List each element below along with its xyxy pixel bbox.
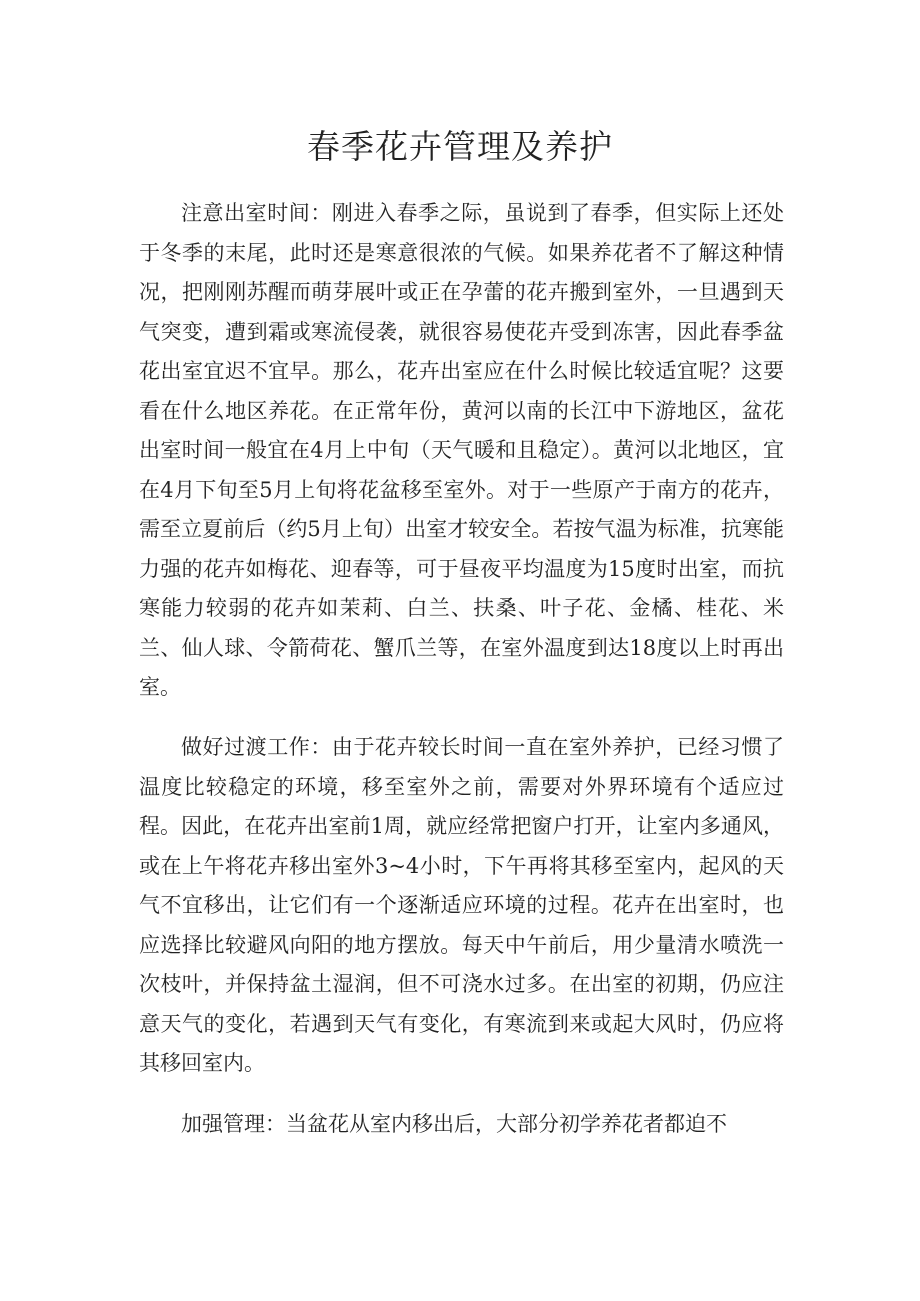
paragraph-strengthen-management: 加强管理：当盆花从室内移出后，大部分初学养花者都迫不	[181, 1112, 727, 1136]
document-title: 春季花卉管理及养护	[307, 127, 613, 166]
paragraph-outdoor-timing: 注意出室时间：刚进入春季之际，虽说到了春季，但实际上还处于冬季的末尾，此时还是寒意很浓的气候。如果养花者不了解这种情况，把刚刚苏醒而萌芽展叶或正在孕蕾的花卉搬到室外，一旦遇到天气突变，遭到霜或寒流侵袭，就很容易使花卉受到冻害，因此春季盆花出室宜迟不宜早。那么，花卉出室应在什么时候比较适宜呢？这要看在什么地区养花。在正常年份，黄河以南的长江中下游地区，盆花出室时间一般宜在4月上中旬（天气暖和且稳定）。黄河以北地区，宜在4月下旬至5月上旬将花盆移至室外。对于一些原产于南方的花卉，需至立夏前后（约5月上旬）出室才较安全。若按气温为标准，抗寒能力强的花卉如梅花、迎春等，可于昼夜平均温度为15度时出室，而抗寒能力较弱的花卉如茉莉、白兰、扶桑、叶子花、金橘、桂花、米兰、仙人球、令箭荷花、蟹爪兰等，在室外温度到达18度以上时再出室。	[139, 201, 784, 699]
paragraph-transition-work: 做好过渡工作：由于花卉较长时间一直在室外养护，已经习惯了温度比较稳定的环境，移至室外之前，需要对外界环境有个适应过程。因此，在花卉出室前1周，就应经常把窗户打开，让室内多通风，或在上午将花卉移出室外3~4小时，下午再将其移至室内，起风的天气不宜移出，让它们有一个逐渐适应环境的过程。花卉在出室时，也应选择比较避风向阳的地方摆放。每天中午前后，用少量清水喷洗一次枝叶，并保持盆土湿润，但不可浇水过多。在出室的初期，仍应注意天气的变化，若遇到天气有变化，有寒流到来或起大风时，仍应将其移回室内。	[139, 735, 784, 1075]
